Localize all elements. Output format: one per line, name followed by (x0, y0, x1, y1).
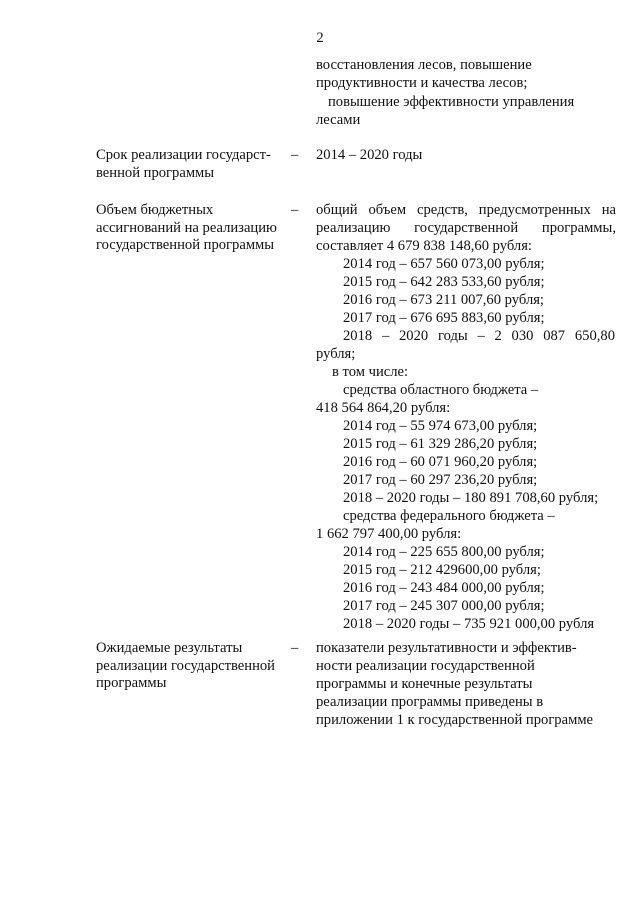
budget-line: 2017 год – 60 297 236,20 рубля; (343, 472, 538, 488)
term-label-line: Срок реализации государст- (96, 147, 271, 163)
budget-line: 2015 год – 212 429600,00 рубля; (343, 562, 541, 578)
budget-line: 2018 – 2020 годы – 180 891 708,60 рубля; (343, 490, 599, 506)
budget-line: 418 564 864,20 рубля: (316, 400, 451, 416)
budget-line: 2018 – 2020 годы – 735 921 000,00 рубля (343, 616, 595, 632)
budget-line: 2018 – 2020 годы – 2 030 087 650,80 (343, 328, 615, 344)
budget-line: 2014 год – 657 560 073,00 рубля; (343, 256, 545, 272)
term-value: 2014 – 2020 годы (316, 147, 423, 163)
budget-line: общий объем средств, предусмотренных на (316, 202, 616, 218)
budget-line: 2016 год – 243 484 000,00 рубля; (343, 580, 545, 596)
budget-label-line: ассигнований на реализацию (96, 219, 277, 236)
budget-line: 2015 год – 61 329 286,20 рубля; (343, 436, 538, 452)
results-line: приложении 1 к государственной программе (316, 712, 594, 728)
budget-line: 2017 год – 245 307 000,00 рубля; (343, 598, 545, 614)
results-label-line: программы (96, 675, 167, 691)
budget-line: 1 662 797 400,00 рубля: (316, 526, 462, 542)
intro-line: восстановления лесов, повышение (316, 57, 532, 73)
budget-line: реализацию государственной программы, (316, 220, 616, 236)
budget-line: 2016 год – 673 211 007,60 рубля; (343, 292, 544, 308)
budget-label-line: государственной программы (96, 237, 275, 253)
budget-label-line: Объем бюджетных (96, 202, 214, 218)
budget-label (96, 202, 286, 255)
intro-line: продуктивности и качества лесов; (316, 75, 528, 91)
results-line: программы и конечные результаты (316, 676, 533, 692)
results-label (96, 640, 286, 693)
results-line: ности реализации государственной (316, 658, 535, 674)
budget-line: 2014 год – 225 655 800,00 рубля; (343, 544, 545, 560)
budget-line: средства областного бюджета – (343, 382, 539, 398)
budget-line: рубля; (316, 346, 356, 362)
results-dash: – (291, 640, 299, 656)
budget-line: 2016 год – 60 071 960,20 рубля; (343, 454, 538, 470)
budget-line: 2015 год – 642 283 533,60 рубля; (343, 274, 545, 290)
budget-dash: – (291, 202, 299, 218)
term-dash: – (291, 147, 299, 163)
budget-line: в том числе: (332, 364, 409, 380)
results-line: показатели результативности и эффектив- (316, 640, 577, 656)
results-line: реализации программы приведены в (316, 694, 544, 710)
intro-line: повышение эффективности управления (328, 94, 575, 110)
results-label-line: Ожидаемые результаты (96, 640, 243, 656)
page-number: 2 (316, 30, 324, 46)
term-label (96, 147, 286, 182)
term-label-line: венной программы (96, 164, 215, 181)
budget-line: составляет 4 679 838 148,60 рубля: (316, 238, 532, 254)
intro-line: лесами (316, 112, 361, 128)
results-label-line: реализации государственной (96, 657, 275, 674)
budget-line: 2014 год – 55 974 673,00 рубля; (343, 418, 538, 434)
budget-line: 2017 год – 676 695 883,60 рубля; (343, 310, 545, 326)
budget-line: средства федерального бюджета – (343, 508, 555, 524)
